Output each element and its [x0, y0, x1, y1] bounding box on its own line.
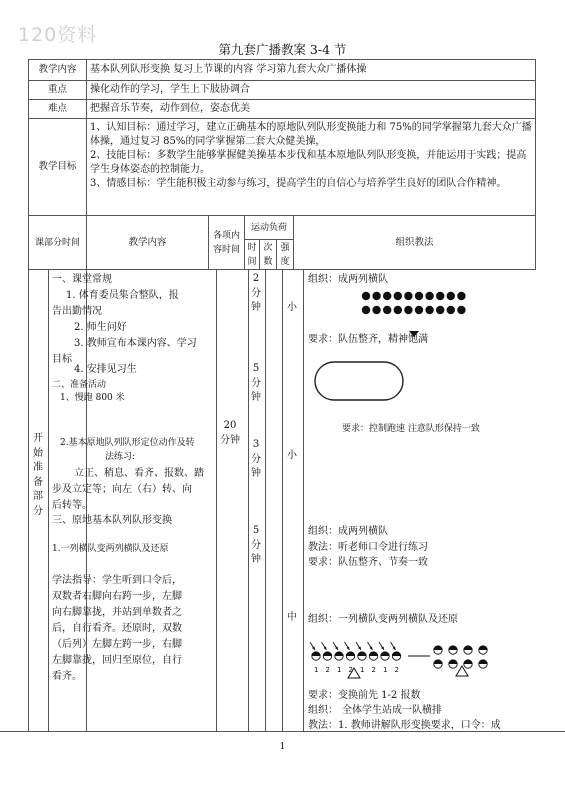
count-number: 1	[337, 666, 342, 674]
intensity-value: 小	[287, 450, 297, 461]
student-dot	[436, 306, 444, 314]
header-section-time: 课部分时间	[29, 216, 87, 270]
header-load-count: 次数	[260, 240, 277, 270]
content-line: 看齐。	[52, 671, 82, 682]
count-number: 2	[394, 666, 399, 674]
load-time: 3 分 钟	[251, 439, 261, 479]
content-line: 1、慢跑 800 米	[60, 393, 125, 403]
student-dot	[404, 306, 412, 314]
student-dot	[394, 292, 402, 300]
watermark: 120资料	[18, 24, 98, 46]
content-line: 学法指导：学生听到口令后，	[52, 575, 182, 586]
student-dot	[404, 292, 412, 300]
student-dot	[457, 292, 465, 300]
content-value: 基本队列队形变换 复习上节课的内容 学习第九套大众广播体操	[87, 60, 536, 81]
count-number: 2	[371, 666, 376, 674]
count-number: 2	[325, 666, 330, 674]
header-load-time: 时间	[245, 240, 260, 270]
objective-skill: 2、技能目标：多数学生能够掌握健美操基本步伐和基本原地队列队形变换，并能运用于实践；提高学生身体姿态的控制能力。	[90, 150, 527, 175]
lesson-body	[0, 270, 565, 732]
header-load: 运动负荷	[245, 216, 294, 240]
difficulty-value: 把握音乐节奏，动作到位，姿态优美	[87, 100, 536, 119]
student-dot	[383, 292, 391, 300]
student-dot	[362, 292, 370, 300]
content-line: 后，自行看齐。还原时，双数	[52, 623, 182, 634]
content-line: 立正、稍息、看齐、报数、踏	[74, 468, 204, 479]
content-line: （后列）左脚左跨一步，右脚	[52, 639, 182, 650]
objectives-label: 教学目标	[29, 119, 87, 216]
count-number: 1	[383, 666, 388, 674]
header-content: 教学内容	[87, 216, 209, 270]
student-dot	[372, 292, 380, 300]
content-line: 三、原地基本队列队形变换	[52, 515, 172, 526]
content-line: 法练习:	[105, 452, 136, 462]
objective-cognitive: 1、认知目标：通过学习，建立正确基本的原地队列队形变换能力和 75%的同学掌握第九套大众广播体操，通过复习 85%的同学掌握第二套大众健美操，	[90, 122, 532, 147]
lesson-plan-table	[28, 59, 536, 270]
student-dot	[447, 306, 455, 314]
objective-emotion: 3、情感目标：学生能积极主动参与练习，提高学生的自信心与培养学生良好的团队合作精神。	[90, 178, 507, 189]
count-number: 1	[360, 666, 365, 674]
student-dot	[394, 306, 402, 314]
method-text: 组织：	[308, 705, 338, 716]
student-dot	[372, 306, 380, 314]
student-dot	[383, 306, 391, 314]
student-dot	[425, 306, 433, 314]
content-line: 告出勤情况	[52, 306, 102, 317]
load-time: 5 分 钟	[251, 525, 261, 565]
load-time: 5 分 钟	[251, 363, 261, 403]
method-text: 全体学生站成一队横排	[342, 705, 442, 716]
method-text: 组织：成两列横队	[308, 274, 388, 285]
count-number: 1	[314, 666, 319, 674]
intensity-value: 中	[287, 612, 297, 623]
difficulty-label: 难点	[29, 100, 87, 119]
content-line: 2. 师生问好	[74, 322, 127, 333]
method-text: 组织：成两列横队	[308, 526, 388, 537]
method-text: 组织：一列横队变两列横队及还原	[308, 614, 458, 625]
intensity-value: 小	[287, 302, 297, 313]
method-text: 教法：听老师口令进行练习	[308, 542, 428, 553]
student-dot	[436, 292, 444, 300]
content-line: 步及立定等；向左（右）转、向	[52, 484, 192, 495]
content-line: 二、准备活动	[52, 380, 107, 390]
student-dot	[362, 306, 370, 314]
content-line: 后转等。	[52, 500, 92, 511]
running-track-diagram	[313, 360, 405, 402]
method-text: 要求：控制跑速 注意队形保持一致	[342, 424, 480, 434]
student-dot	[415, 306, 423, 314]
method-text: 要求：队伍整齐，精神饱满	[308, 334, 428, 345]
page-number: 1	[279, 742, 286, 752]
two-row-formation-diagram	[360, 288, 470, 338]
student-dot	[447, 292, 455, 300]
content-label: 教学内容	[29, 60, 87, 81]
method-text: 教法：1. 教师讲解队形变换要求，口令：成	[308, 720, 501, 731]
section-time: 20 分钟	[220, 420, 240, 446]
page-title: 第九套广播教案 3-4 节	[218, 42, 347, 57]
content-line: 双数者右脚向右跨一步，左脚	[52, 591, 182, 602]
content-line: 3. 教师宣布本课内容、学习	[74, 338, 197, 349]
content-line: 2.基本原地队列队形定位动作及转	[60, 438, 195, 448]
formation-change-diagram	[308, 630, 534, 682]
content-line: 向右脚靠拢，并站到单数者之	[52, 607, 182, 618]
content-line: 4. 安排见习生	[74, 364, 137, 375]
student-dot	[425, 292, 433, 300]
student-dot	[415, 292, 423, 300]
method-text: 要求：变换前先 1-2 报数	[308, 690, 421, 701]
student-dot	[457, 306, 465, 314]
content-line: 1.一列横队变两列横队及还原	[52, 544, 169, 554]
content-line: 左脚靠拢，回归至原位，自行	[52, 655, 182, 666]
load-time: 2 分 钟	[251, 273, 261, 313]
section-label: 开 始 准 备 部 分	[33, 433, 43, 517]
content-line: 1. 体育委员集合整队，报	[66, 290, 179, 301]
header-load-intensity: 强度	[277, 240, 294, 270]
count-number: 2	[348, 666, 353, 674]
key-point-label: 重点	[29, 81, 87, 100]
header-time: 各项内容时间	[209, 216, 245, 270]
key-point-value: 操化动作的学习，学生上下肢协调合	[87, 81, 536, 100]
content-line: 目标	[52, 354, 72, 365]
header-method: 组织教法	[294, 216, 536, 270]
content-line: 一、课堂常规	[52, 274, 112, 285]
method-text: 要求：队伍整齐、节奏一致	[308, 557, 428, 568]
